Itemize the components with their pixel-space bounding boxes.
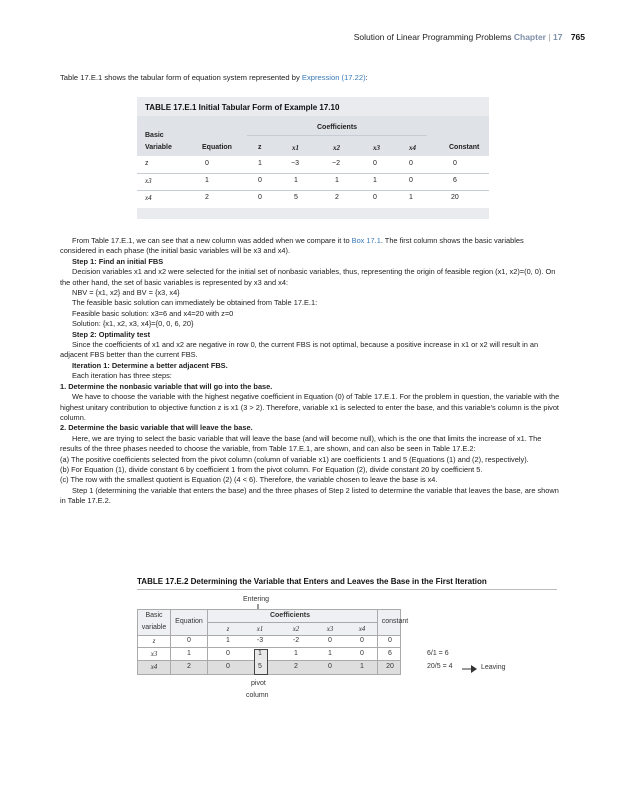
table2-cell: 1 <box>294 650 298 657</box>
paragraph: NBV = {x1, x2} and BV = {x3, x4} <box>72 288 180 298</box>
table1-cell: 0 <box>373 194 377 201</box>
table1-h-x3: x3 <box>373 144 380 152</box>
list-item: (a) The positive coefficients selected from the pivot column (column of variable x1) are coefficients 1 and 5 (Equations (1) and (2), respectively). <box>60 454 529 464</box>
table1-h-equation: Equation <box>202 144 232 151</box>
paragraph: Feasible basic solution: x3=6 and x4=20 with z=0 <box>72 308 234 318</box>
table2-cell: 0 <box>360 637 364 644</box>
table2-cell: 0 <box>226 663 230 670</box>
table2-hline <box>137 647 401 648</box>
table1-h-constant: Constant <box>449 144 480 151</box>
table2-cell: 6 <box>388 650 392 657</box>
paragraph: Each iteration has three steps: <box>72 371 172 381</box>
table1-coeff-rule <box>247 135 427 136</box>
table2-h-x3: x3 <box>326 625 334 633</box>
table2-vline <box>377 609 378 675</box>
table2-cell: -3 <box>256 637 264 644</box>
table2-cell: 0 <box>328 663 332 670</box>
ratio-note: 20/5 = 4 <box>427 663 453 670</box>
table2-h-basic: Basic <box>145 612 163 619</box>
table1-cell: −3 <box>291 160 299 167</box>
iteration-heading: Iteration 1: Determine a better adjacent FBS. <box>72 360 228 370</box>
paragraph: Here, we are trying to select the basic variable that will leave the base (and will become null), which is the one that limits the increase of x1. The results of the three phases needed to choose the variable, from Table 17.E.1, are shown, and can also be seen in Table 17.E.2: <box>60 433 542 454</box>
table2-vline <box>207 609 208 675</box>
table2-h-variable: variable <box>141 624 167 631</box>
table2-cell: -2 <box>292 637 300 644</box>
table1-cell: 0 <box>409 160 413 167</box>
expression-link[interactable]: Expression (17.22) <box>301 73 366 82</box>
table1-cell: x4 <box>145 194 152 202</box>
intro-text: Table 17.E.1 shows the tabular form of equation system represented by <box>60 73 302 82</box>
paragraph: Step 1 (determining the variable that enters the base) and the three phases of Step 2 listed to determine the variable that leaves the base, are shown in Table 17.E.2. <box>60 485 559 506</box>
running-header <box>0 32 585 42</box>
leaving-label: Leaving <box>481 664 506 671</box>
table2-hline <box>208 622 378 623</box>
table2-cell: 1 <box>258 650 262 657</box>
paragraph: Since the coefficients of x1 and x2 are negative in row 0, the current FBS is not optimal, because a positive increase in x1 or x2 will result in an adjacent FBS better than the current FBS. <box>60 340 539 360</box>
table1-cell: 0 <box>409 177 413 184</box>
table1-row-rule <box>137 173 489 174</box>
table2-cell: 20 <box>386 663 394 670</box>
table1-h-x2: x2 <box>333 144 340 152</box>
table1-cell: 0 <box>373 160 377 167</box>
table2-cell: x3 <box>150 650 158 658</box>
table2-cell: 0 <box>328 637 332 644</box>
table1-h-x1: x1 <box>292 144 299 152</box>
list-item: 2. Determine the basic variable that will leave the base. <box>60 423 253 433</box>
table2-cell: 1 <box>328 650 332 657</box>
intro-paragraph <box>60 73 560 82</box>
table1-cell: 0 <box>205 160 209 167</box>
table1-h-z: z <box>258 144 262 151</box>
table1-cell: 1 <box>409 194 413 201</box>
table1-cell: z <box>145 160 149 167</box>
table2-cell: 0 <box>226 650 230 657</box>
table2-cell: 0 <box>187 637 191 644</box>
right-arrow-icon <box>462 664 478 674</box>
header-chapter-num: 17 <box>552 32 563 42</box>
table1-h-variable: Variable <box>145 144 172 151</box>
table1-coeff-label: Coefficients <box>317 124 358 131</box>
table1-cell: 1 <box>294 177 298 184</box>
table2-hline <box>137 635 401 636</box>
pivot-label: pivot <box>251 680 266 687</box>
table1-h-basic: Basic <box>145 132 164 139</box>
list-item: (b) For Equation (1), divide constant 6 by coefficient 1 from the pivot column. For Equation (2), divide constant 20 by coefficient 5. <box>60 464 483 474</box>
table1-cell: 20 <box>451 194 459 201</box>
table1-cell: 6 <box>453 177 457 184</box>
intro-colon: : <box>365 73 368 82</box>
table2-cell: 1 <box>360 663 364 670</box>
p1-text-end: . The first column shows the basic variables considered in each phase (the initial basic variables will be x3 and x4). <box>60 236 524 256</box>
header-sep: | <box>548 32 551 42</box>
column-label: column <box>246 692 269 699</box>
table1-h-x4: x4 <box>409 144 416 152</box>
table1-cell: 5 <box>294 194 298 201</box>
table1-cell: 1 <box>258 160 262 167</box>
table2-cell: 0 <box>360 650 364 657</box>
header-title: Solution of Linear Programming Problems <box>353 32 512 42</box>
table1-cell: 2 <box>335 194 339 201</box>
ratio-note: 6/1 = 6 <box>427 650 449 657</box>
table2-cell: 1 <box>226 637 230 644</box>
table-17-e-1 <box>137 97 489 219</box>
table1-cell: 1 <box>335 177 339 184</box>
list-item: 1. Determine the nonbasic variable that will go into the base. <box>60 381 273 391</box>
table2-caption: TABLE 17.E.2 Determining the Variable that Enters and Leaves the Base in the First Iteration <box>137 577 487 586</box>
table2-cell: 0 <box>388 637 392 644</box>
step2-heading: Step 2: Optimality test <box>72 329 151 339</box>
table2-cell: 5 <box>258 663 262 670</box>
table2-h-coefficients: Coefficients <box>269 612 311 619</box>
table1-cell: x3 <box>145 177 152 185</box>
p1-text: From Table 17.E.1, we can see that a new column was added when we compare it to <box>72 236 352 245</box>
table2-cell: 1 <box>187 650 191 657</box>
list-item: (c) The row with the smallest quotient is Equation (2) (4 < 6). Therefore, the variable chosen to leave the base is x4. <box>60 475 438 485</box>
table2-h-x2: x2 <box>292 625 300 633</box>
paragraph: Decision variables x1 and x2 were selected for the initial set of nonbasic variables, thus, representing the origin of feasible region (x1, x2)=(0, 0). On the other hand, the set of basic variables is represented by x3 and x4: <box>60 267 556 287</box>
table2-cell: 2 <box>187 663 191 670</box>
step1-heading: Step 1: Find an initial FBS <box>72 256 164 266</box>
table1-row-rule <box>137 190 489 191</box>
table2-h-x1: x1 <box>256 625 264 633</box>
table2-h-equation: Equation <box>175 618 203 625</box>
table1-cell: 1 <box>373 177 377 184</box>
table1-cell: 1 <box>205 177 209 184</box>
page-number: 765 <box>570 32 585 42</box>
table2-rule <box>137 589 557 590</box>
paragraph: Solution: {x1, x2, x3, x4}={0, 0, 6, 20} <box>72 319 194 329</box>
table2-cell: 2 <box>294 663 298 670</box>
paragraph: The feasible basic solution can immediately be obtained from Table 17.E.1: <box>72 298 318 308</box>
header-chapter: Chapter <box>513 32 546 42</box>
table1-cell: 0 <box>453 160 457 167</box>
table2-h-constant: constant <box>381 618 409 625</box>
paragraph <box>60 236 560 257</box>
table1-cell: 2 <box>205 194 209 201</box>
paragraph: We have to choose the variable with the highest negative coefficient in Equation (0) of Table 17.E.1. For the problem in question, the variable with the highest unitary contribution to objective function z is x1 (3 > 2). Therefore, variable x1 is selected to enter the base, and this variable's column is the pivot column. <box>60 392 560 422</box>
table1-cell: 0 <box>258 177 262 184</box>
table1-cell: 0 <box>258 194 262 201</box>
table2-h-x4: x4 <box>358 625 366 633</box>
table1-cell: −2 <box>332 160 340 167</box>
table2-h-z: z <box>226 625 230 633</box>
table1-header <box>137 116 489 156</box>
table2-hline <box>137 660 401 661</box>
entering-label: Entering <box>243 596 270 603</box>
body-text <box>60 236 560 507</box>
table2-cell: x4 <box>150 663 158 671</box>
table1-body <box>137 116 489 208</box>
table2-cell: z <box>152 637 156 645</box>
table1-caption: TABLE 17.E.1 Initial Tabular Form of Example 17.10 <box>145 103 340 112</box>
box-link[interactable]: Box 17.1 <box>351 236 381 245</box>
